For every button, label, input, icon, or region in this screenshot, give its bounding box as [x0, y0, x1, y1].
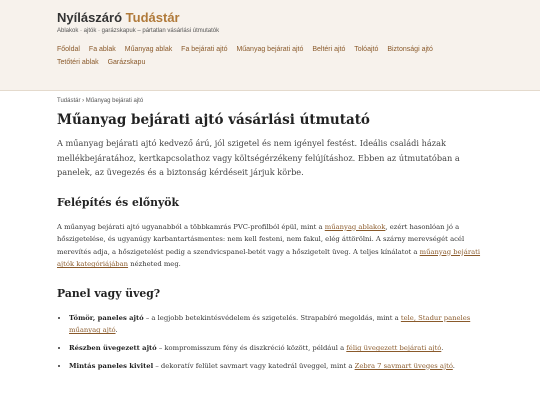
link-muanyag-bejarati-ajtok-kategoria[interactable]: műanyag bejárati ajtók kategóriájában	[57, 247, 481, 269]
nav-item-tetoteri-ablak[interactable]: Tetőtéri ablak	[57, 59, 99, 66]
main-content	[57, 91, 483, 372]
site-title-accent: Tudástár	[125, 10, 180, 25]
nav-item-biztonsagi-ajto[interactable]: Biztonsági ajtó	[387, 46, 433, 53]
list-item	[69, 312, 483, 337]
list-item-title: Mintás paneles kivitel	[69, 361, 154, 370]
section-heading-felepites: Felépítés és előnyök	[57, 195, 179, 209]
breadcrumb[interactable]: Tudástár › Műanyag bejárati ajtó	[57, 98, 144, 104]
link-zebra-7-ajto[interactable]: Zebra 7 savmart üveges ajtó	[354, 361, 453, 370]
text-segment: nézheted meg.	[128, 260, 181, 269]
nav-item-toloajto[interactable]: Tolóajtó	[354, 46, 379, 53]
list-item-text: – dekoratív felület savmart vagy katedrál üveggel, mint a	[153, 361, 355, 370]
nav-item-fa-bejarati-ajto[interactable]: Fa bejárati ajtó	[181, 46, 228, 53]
section-heading-panel-vagy-uveg: Panel vagy üveg?	[57, 286, 161, 300]
main-nav	[57, 43, 483, 69]
nav-item-muanyag-bejarati-ajto[interactable]: Műanyag bejárati ajtó	[236, 46, 304, 53]
nav-item-garazskapu[interactable]: Garázskapu	[107, 59, 146, 66]
section-paragraph-felepites	[57, 221, 483, 271]
site-title-main: Nyílászáró	[57, 10, 123, 25]
door-type-list	[57, 312, 483, 372]
list-item-end: .	[115, 326, 118, 335]
list-item-text: – a legjobb betekintésvédelem és szigetelés. Strapabíró megoldás, mint a	[143, 313, 401, 322]
list-item-end: .	[452, 361, 455, 370]
link-felig-uvegezett-ajto[interactable]: félig üvegezett bejárati ajtó	[346, 344, 442, 353]
nav-item-fooldal[interactable]: Főoldal	[57, 46, 80, 53]
site-tagline: Ablakok · ajtók · garázskapuk – pártatlan vásárlási útmutatók	[57, 28, 220, 34]
page-title: Műanyag bejárati ajtó vásárlási útmutató	[57, 112, 370, 128]
nav-item-muanyag-ablak[interactable]: Műanyag ablak	[124, 46, 173, 53]
list-item	[69, 342, 483, 355]
link-muanyag-ablakok[interactable]: műanyag ablakok	[324, 222, 386, 231]
nav-item-fa-ablak[interactable]: Fa ablak	[88, 46, 116, 53]
nav-item-belteri-ajto[interactable]: Beltéri ajtó	[312, 46, 346, 53]
site-title[interactable]	[57, 0, 483, 25]
list-item-title: Tömör, paneles ajtó	[69, 313, 144, 322]
list-item-text: – kompromisszum fény és diszkréció között, például a	[156, 344, 347, 353]
list-item-title: Részben üvegezett ajtó	[69, 344, 157, 353]
site-header	[0, 0, 540, 91]
link-stadur-paneles-ajto[interactable]: tele, Stadur paneles műanyag ajtó	[69, 313, 471, 335]
list-item	[69, 360, 483, 373]
text-segment: A műanyag bejárati ajtó ugyanabból a többkamrás PVC-profilból épül, mint a	[57, 222, 325, 231]
text-segment: , ezért hasonlóan jó a hőszigetelése, és ugyanúgy karbantartásmentes: nem kell festeni, nem fakul, elég áttörölni. A szárny merevségét acél merevítés adja, a hőszigetelést pedig a szendvicspanel-betét vagy a hőszigetelt üveg. A teljes kínálatot a	[57, 222, 465, 256]
list-item-end: .	[441, 344, 444, 353]
lead-paragraph: A műanyag bejárati ajtó kedvező árú, jól szigetel és nem igényel festést. Ideális családi házak mellékbejáratához, kertkapcsolathoz vagy költségérzékeny felújításhoz. Ebben az útmutatóban a panelek, az üvegezés és a biztonság kérdéseit járjuk körbe.	[57, 138, 460, 177]
